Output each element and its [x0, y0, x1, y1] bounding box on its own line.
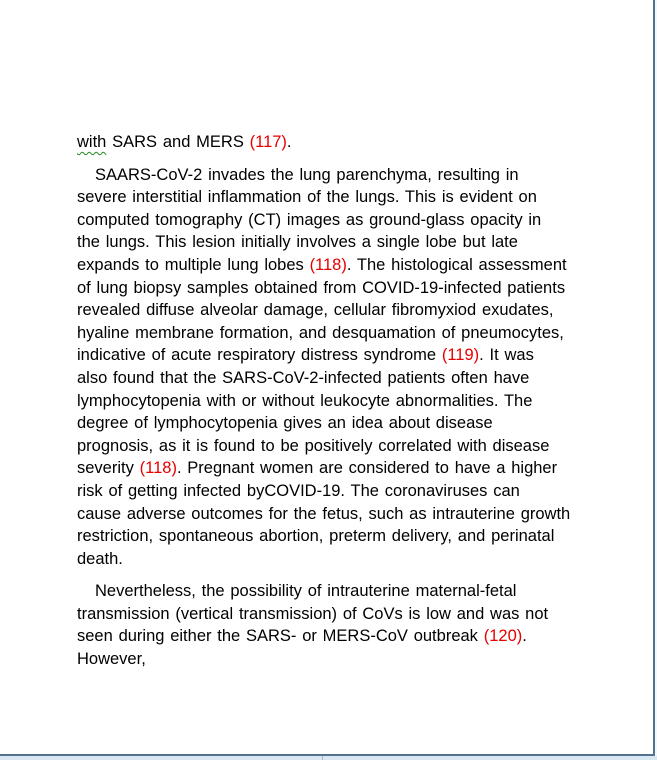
citation-ref[interactable]: (119) [441, 346, 480, 365]
text-line [77, 322, 622, 345]
text-line [77, 503, 622, 526]
text-run: risk of getting infected byCOVID-19. The coronaviruses can [77, 481, 520, 500]
text-line [77, 457, 622, 480]
text-line [77, 164, 622, 187]
text-run: restriction, spontaneous abortion, preterm delivery, and perinatal [77, 527, 555, 546]
text-run: severe interstitial inflammation of the lungs. This is evident on [77, 188, 537, 207]
text-run: . The histological assessment [346, 255, 567, 274]
text-line [77, 435, 622, 458]
text-run: SARS and MERS [106, 133, 250, 151]
text-line [77, 625, 622, 648]
text-run: SAARS-CoV-2 invades the lung parenchyma, resulting in [95, 165, 519, 184]
paragraph [77, 580, 622, 670]
text-run: revealed diffuse alveolar damage, cellular fibromyxiod exudates, [77, 301, 554, 320]
text-run: However, [77, 650, 146, 669]
citation-ref[interactable]: (118) [309, 255, 347, 274]
citation-ref[interactable]: (120) [483, 627, 523, 646]
text-run: of lung biopsy samples obtained from COVID-19-infected patients [77, 278, 566, 297]
text-line [77, 231, 622, 254]
text-run: lymphocytopenia with or without leukocyte abnormalities. The [77, 391, 533, 410]
text-run: the lungs. This lesion initially involves a single lobe but late [77, 233, 518, 252]
text-run: severity [77, 459, 140, 478]
paragraph [77, 164, 622, 571]
text-run: also found that the SARS-CoV-2-infected patients often have [77, 368, 530, 387]
page-center-tick [322, 756, 323, 760]
text-line [77, 131, 622, 154]
text-line [77, 186, 622, 209]
text-line [77, 480, 622, 503]
text-run: . Pregnant women are considered to have a higher [176, 459, 558, 478]
text-run: computed tomography (CT) images as ground-glass opacity in [77, 210, 542, 229]
text-line [77, 209, 622, 232]
text-run: expands to multiple lung lobes [77, 255, 310, 274]
text-run: indicative of acute respiratory distress syndrome [77, 346, 442, 365]
text-run: seen during either the SARS- or MERS-CoV outbreak [77, 627, 484, 646]
text-line [77, 525, 622, 548]
text-line [77, 648, 622, 671]
paragraph [77, 131, 622, 154]
text-line [77, 580, 622, 603]
text-run: prognosis, as it is found to be positively correlated with disease [77, 436, 550, 455]
text-line [77, 277, 622, 300]
text-line [77, 299, 622, 322]
citation-ref[interactable]: (118) [139, 459, 177, 478]
page-bottom-canvas-strip [0, 756, 657, 760]
text-line [77, 548, 622, 571]
document-text[interactable] [77, 131, 622, 681]
citation-ref[interactable]: (117) [249, 133, 287, 151]
text-run: Nevertheless, the possibility of intrauterine maternal-fetal [95, 582, 517, 601]
text-run: hyaline membrane formation, and desquamation of pneumocytes, [77, 323, 564, 342]
spellcheck-word: with [77, 133, 107, 151]
text-run: . [522, 627, 527, 646]
text-run: degree of lymphocytopenia gives an idea about disease [77, 414, 493, 433]
text-run: . It was [479, 346, 534, 365]
text-run: death. [77, 549, 123, 568]
text-line [77, 367, 622, 390]
text-run: cause adverse outcomes for the fetus, such as intrauterine growth [77, 504, 571, 523]
text-line [77, 254, 622, 277]
text-run: . [286, 133, 292, 151]
text-line [77, 390, 622, 413]
text-run: transmission (vertical transmission) of CoVs is low and was not [77, 604, 549, 623]
text-line [77, 412, 622, 435]
text-line [77, 603, 622, 626]
text-line [77, 344, 622, 367]
